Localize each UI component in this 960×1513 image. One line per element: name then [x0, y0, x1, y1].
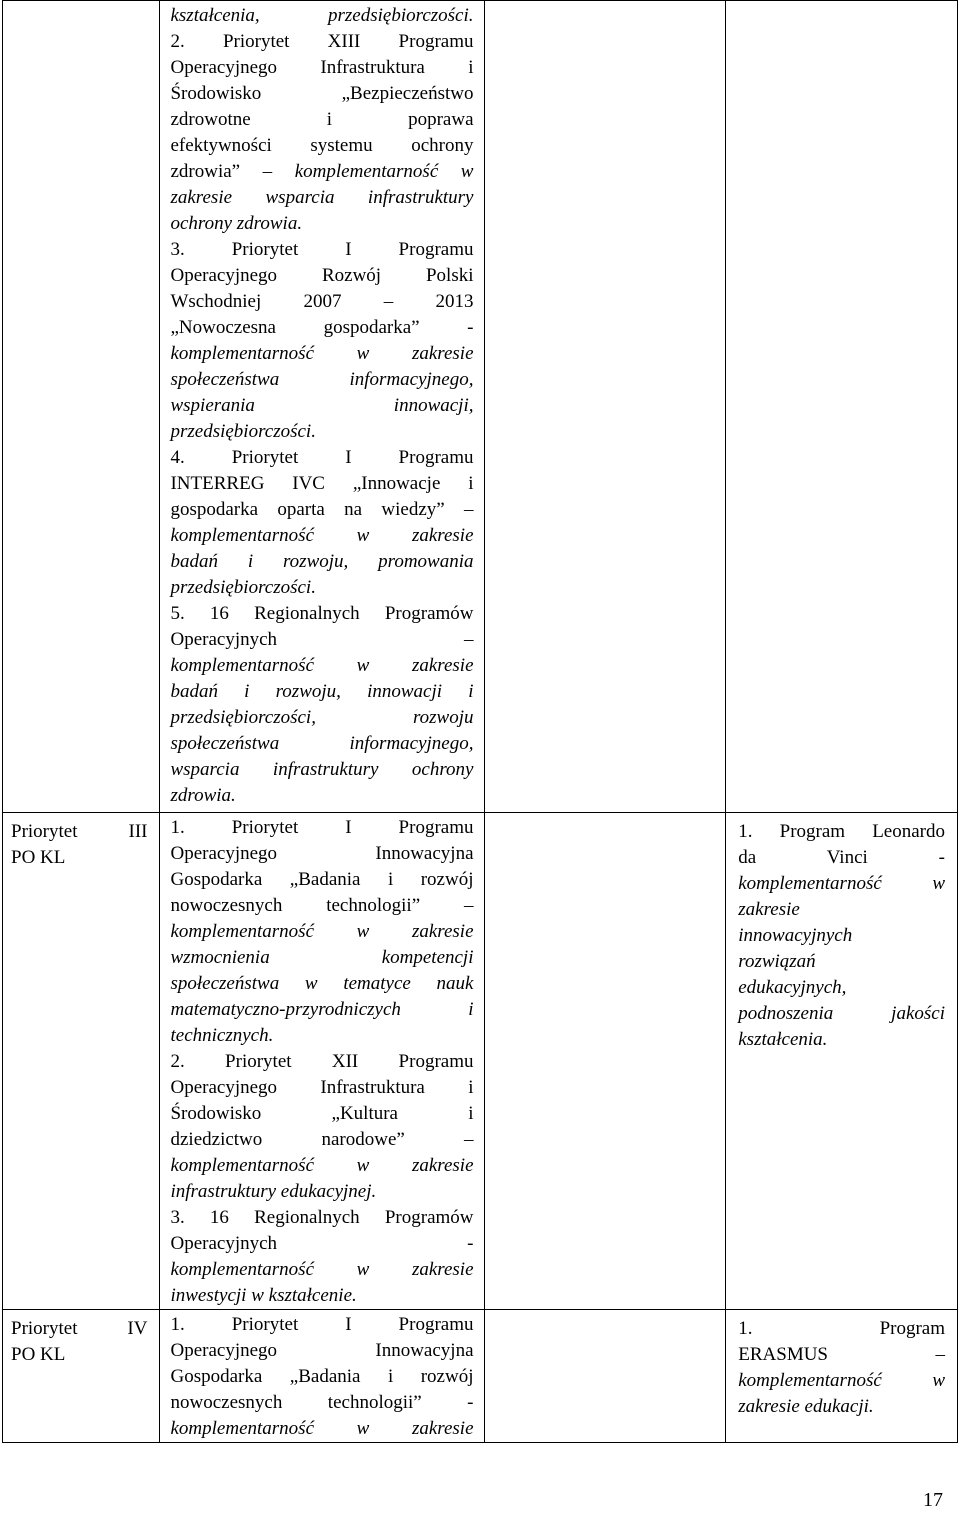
italic-text: kształcenia.	[738, 1029, 828, 1050]
italic-text: podnoszenia jakości	[738, 1003, 945, 1024]
empty-cell	[484, 1310, 726, 1443]
text-line	[170, 1390, 473, 1416]
text: Operacyjnych -	[170, 1233, 474, 1254]
text: ERASMUS –	[738, 1344, 945, 1365]
complementarity-cell	[160, 813, 484, 1310]
priority-label-line	[11, 819, 151, 845]
text-line	[170, 1416, 473, 1442]
program-abbreviation: PO KL	[11, 1344, 66, 1365]
text-line	[170, 445, 473, 471]
eu-program-cell	[726, 1310, 958, 1443]
text-line	[170, 185, 473, 211]
text-line	[170, 757, 473, 783]
text-line	[170, 1101, 473, 1127]
italic-text: ochrony zdrowia.	[170, 213, 303, 234]
text: 2. Priorytet XII Programu	[170, 1051, 474, 1072]
text: zdrowotne i poprawa	[170, 109, 474, 130]
priority-word: Priorytet	[11, 821, 78, 842]
text-line	[170, 997, 473, 1023]
empty-cell	[484, 813, 726, 1310]
complementarity-cell	[160, 1, 484, 813]
text-line	[170, 159, 473, 185]
text-line	[170, 919, 473, 945]
text-line	[170, 107, 473, 133]
italic-text: komplementarność w zakresie	[170, 1155, 474, 1176]
empty-cell	[484, 1, 726, 813]
italic-text: zdrowia.	[170, 785, 236, 806]
text-line	[170, 1023, 473, 1049]
italic-text: społeczeństwa informacyjnego,	[170, 733, 474, 754]
text: efektywności systemu ochrony	[170, 135, 474, 156]
text-line	[170, 679, 473, 705]
text: Operacyjnego Infrastruktura i	[170, 1077, 474, 1098]
text-line	[738, 1001, 945, 1027]
italic-text: komplementarność w zakresie	[170, 525, 474, 546]
text: 1. Priorytet I Programu	[170, 817, 474, 838]
text-line	[170, 29, 473, 55]
text-line	[170, 419, 473, 445]
text-line	[170, 289, 473, 315]
text-line	[170, 133, 473, 159]
text-line	[738, 897, 945, 923]
table-row	[3, 813, 958, 1310]
text-line	[738, 923, 945, 949]
text: Wschodniej 2007 – 2013	[170, 291, 474, 312]
text-line	[170, 1338, 473, 1364]
italic-text: badań i rozwoju, innowacji i	[170, 681, 474, 702]
text-line	[738, 1368, 945, 1394]
text: INTERREG IVC „Innowacje i	[170, 473, 474, 494]
text-line	[170, 783, 473, 809]
eu-program-text	[726, 813, 957, 1053]
italic-text: komplementarność w	[738, 873, 945, 894]
text-line	[170, 3, 473, 29]
text-line	[170, 893, 473, 919]
italic-text: infrastruktury edukacyjnej.	[170, 1181, 377, 1202]
text-line	[170, 867, 473, 893]
text-line	[170, 367, 473, 393]
text: 3. Priorytet I Programu	[170, 239, 474, 260]
text: nowoczesnych technologii” -	[170, 1392, 474, 1413]
text: 1. Program Leonardo	[738, 821, 945, 842]
text-line	[170, 705, 473, 731]
text: nowoczesnych technologii” –	[170, 895, 474, 916]
italic-text: zakresie	[738, 899, 800, 920]
text-line	[738, 1027, 945, 1053]
text: 5. 16 Regionalnych Programów	[170, 603, 474, 624]
text: Operacyjnego Rozwój Polski	[170, 265, 474, 286]
text: Środowisko „Bezpieczeństwo	[170, 83, 474, 104]
page-number: 17	[923, 1489, 943, 1511]
text-line	[170, 549, 473, 575]
italic-text: społeczeństwa w tematyce nauk	[170, 973, 474, 994]
text-line	[170, 945, 473, 971]
text: Gospodarka „Badania i rozwój	[170, 1366, 474, 1387]
priority-label-cell	[3, 813, 160, 1310]
text: 4. Priorytet I Programu	[170, 447, 474, 468]
text: Operacyjnego Infrastruktura i	[170, 57, 474, 78]
priority-label	[3, 1310, 159, 1368]
text: 2. Priorytet XIII Programu	[170, 31, 474, 52]
text-line	[170, 575, 473, 601]
text-line	[738, 819, 945, 845]
complementarity-text	[160, 813, 483, 1309]
text: Gospodarka „Badania i rozwój	[170, 869, 474, 890]
text-line	[170, 1364, 473, 1390]
text-line	[170, 627, 473, 653]
text-line	[170, 523, 473, 549]
priority-label-cell	[3, 1310, 160, 1443]
text-line	[170, 1179, 473, 1205]
italic-text: edukacyjnych,	[738, 977, 847, 998]
text-line	[170, 971, 473, 997]
text: gospodarka oparta na wiedzy” –	[170, 499, 474, 520]
text-line	[170, 497, 473, 523]
italic-text: rozwiązań	[738, 951, 816, 972]
text-line	[170, 1075, 473, 1101]
text: Środowisko „Kultura i	[170, 1103, 474, 1124]
italic-text: technicznych.	[170, 1025, 274, 1046]
priority-roman-numeral: III	[128, 821, 148, 842]
text-line	[738, 845, 945, 871]
text-line	[170, 1283, 473, 1309]
priority-word: Priorytet	[11, 1318, 78, 1339]
text-line	[738, 871, 945, 897]
text-line	[170, 1153, 473, 1179]
complementarity-text	[160, 1, 483, 809]
italic-text: wzmocnienia kompetencji	[170, 947, 474, 968]
text-line	[170, 341, 473, 367]
program-abbreviation: PO KL	[11, 847, 66, 868]
text-line	[170, 471, 473, 497]
text: da Vinci -	[738, 847, 945, 868]
italic-text: zakresie wsparcia infrastruktury	[170, 187, 474, 208]
text-line	[170, 653, 473, 679]
text: „Nowoczesna gospodarka” -	[170, 317, 474, 338]
italic-text: komplementarność w zakresie	[170, 1259, 474, 1280]
text-line	[170, 263, 473, 289]
italic-text: badań i rozwoju, promowania	[170, 551, 474, 572]
text-line	[170, 1257, 473, 1283]
table-row	[3, 1310, 958, 1443]
text-line	[170, 81, 473, 107]
text-line	[738, 1316, 945, 1342]
text-line	[170, 1231, 473, 1257]
eu-program-cell	[726, 813, 958, 1310]
italic-text: innowacyjnych	[738, 925, 853, 946]
priority-label	[3, 813, 159, 871]
eu-program-text	[726, 1, 957, 7]
priority-label-cell	[3, 1, 160, 813]
italic-text: inwestycji w kształcenie.	[170, 1285, 357, 1306]
text-line	[170, 601, 473, 627]
text: dziedzictwo narodowe” –	[170, 1129, 474, 1150]
text-line	[738, 949, 945, 975]
text: zdrowia” –	[170, 161, 295, 182]
italic-text: komplementarność w zakresie	[170, 1418, 474, 1439]
text: Operacyjnego Innowacyjna	[170, 1340, 474, 1361]
text-line	[170, 55, 473, 81]
italic-text: wspierania innowacji,	[170, 395, 474, 416]
italic-text: komplementarność w zakresie	[170, 655, 474, 676]
text: Operacyjnych –	[170, 629, 474, 650]
text-line	[738, 975, 945, 1001]
italic-text: komplementarność w zakresie	[170, 343, 474, 364]
italic-text: komplementarność w	[294, 161, 474, 182]
text: 3. 16 Regionalnych Programów	[170, 1207, 474, 1228]
italic-text: komplementarność w	[738, 1370, 945, 1391]
table-row	[3, 1, 958, 813]
italic-text: zakresie edukacji.	[738, 1396, 874, 1417]
italic-text: społeczeństwa informacyjnego,	[170, 369, 474, 390]
text: 1. Priorytet I Programu	[170, 1314, 474, 1335]
complementarity-cell	[160, 1310, 484, 1443]
text-line	[738, 1394, 945, 1420]
text-line	[170, 211, 473, 237]
text-line	[170, 1205, 473, 1231]
text-line	[170, 393, 473, 419]
text: 1. Program	[738, 1318, 945, 1339]
text-line	[170, 1127, 473, 1153]
italic-text: matematyczno-przyrodniczych i	[170, 999, 474, 1020]
text-line	[170, 731, 473, 757]
text-line	[170, 841, 473, 867]
text-line	[738, 1342, 945, 1368]
italic-text: przedsiębiorczości.	[170, 577, 316, 598]
italic-text: wsparcia infrastruktury ochrony	[170, 759, 474, 780]
text: Operacyjnego Innowacyjna	[170, 843, 474, 864]
text-line	[170, 237, 473, 263]
priority-roman-numeral: IV	[127, 1318, 148, 1339]
text-line	[170, 315, 473, 341]
italic-text: kształcenia, przedsiębiorczości.	[170, 5, 474, 26]
italic-text: przedsiębiorczości.	[170, 421, 316, 442]
text-line	[170, 815, 473, 841]
priority-label-line	[11, 1316, 151, 1342]
italic-text: przedsiębiorczości, rozwoju	[170, 707, 474, 728]
complementarity-text	[160, 1310, 483, 1442]
eu-program-text	[726, 1310, 957, 1420]
eu-program-cell	[726, 1, 958, 813]
programs-table	[2, 0, 958, 1443]
text-line	[170, 1049, 473, 1075]
italic-text: komplementarność w zakresie	[170, 921, 474, 942]
text-line	[170, 1312, 473, 1338]
